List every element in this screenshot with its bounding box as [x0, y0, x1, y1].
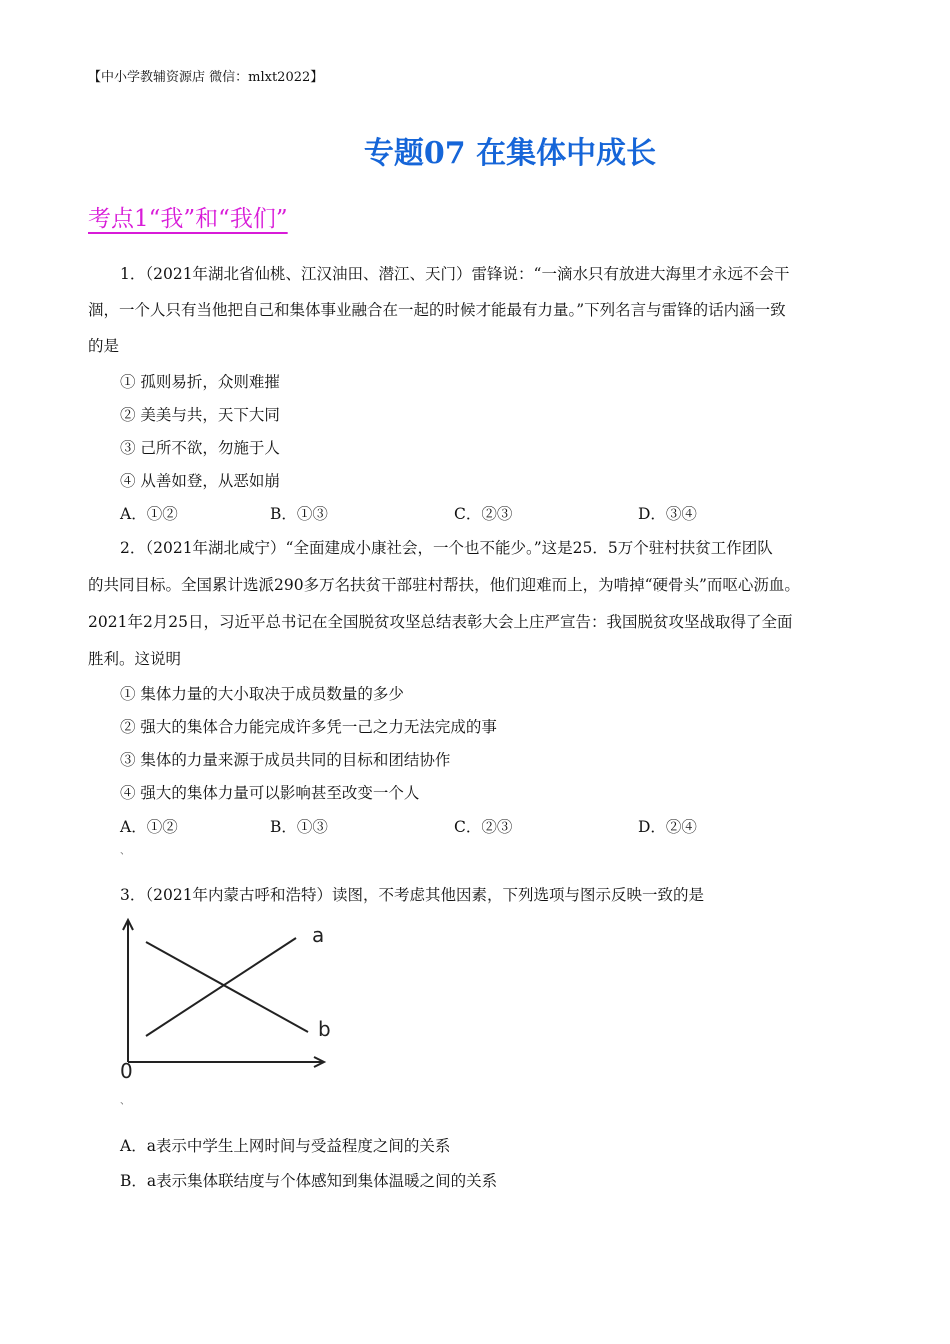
line-graph — [112, 912, 342, 1082]
q2-option: ③ 集体的力量来源于成员共同的目标和团结协作 — [120, 751, 451, 769]
choice-c[interactable]: C．②③ — [454, 505, 513, 523]
q3-line: 3．（2021年内蒙古呼和浩特）读图，不考虑其他因素，下列选项与图示反映一致的是 — [120, 886, 705, 904]
line-b — [146, 942, 308, 1032]
q1-option: ④ 从善如登，从恶如崩 — [120, 472, 280, 490]
header-note: 【中小学教辅资源店 微信：mlxt2022】 — [88, 70, 324, 85]
q3-answer: B．a表示集体联结度与个体感知到集体温暖之间的关系 — [120, 1172, 498, 1190]
choice-d[interactable]: D．②④ — [638, 818, 697, 836]
q2-line: 2021年2月25日，习近平总书记在全国脱贫攻坚总结表彰大会上庄严宣告：我国脱贫攻坚战取得了全面 — [88, 613, 793, 631]
q2-line: 2．（2021年湖北咸宁）“全面建成小康社会，一个也不能少。”这是25．5万个驻村扶贫工作团队 — [120, 539, 773, 557]
q1-option: ③ 己所不欲，勿施于人 — [120, 439, 280, 457]
q2-line: 的共同目标。全国累计选派290多万名扶贫干部驻村帮扶，他们迎难而上，为啃掉“硬骨头”而呕心沥血。 — [88, 576, 800, 594]
choice-b[interactable]: B．①③ — [270, 505, 328, 523]
choice-b[interactable]: B．①③ — [270, 818, 328, 836]
line-a — [146, 938, 296, 1036]
paragraph-mark: 、 — [120, 846, 130, 857]
section-heading: 考点1“我”和“我们” — [88, 206, 288, 232]
origin-label: 0 — [120, 1059, 133, 1082]
choice-a[interactable]: A．①② — [120, 818, 178, 836]
q1-line: 涸，一个人只有当他把自己和集体事业融合在一起的时候才能最有力量。”下列名言与雷锋的话内涵一致 — [88, 301, 786, 319]
choice-a[interactable]: A．①② — [120, 505, 178, 523]
label-a: a — [312, 923, 325, 947]
q3-answer: A．a表示中学生上网时间与受益程度之间的关系 — [120, 1137, 451, 1155]
q1-line: 的是 — [88, 337, 120, 355]
label-b: b — [318, 1017, 331, 1041]
q1-option: ② 美美与共，天下大同 — [120, 406, 280, 424]
choice-d[interactable]: D．③④ — [638, 505, 697, 523]
q1-line: 1．（2021年湖北省仙桃、江汉油田、潜江、天门）雷锋说：“一滴水只有放进大海里才永远不会干 — [120, 265, 790, 283]
q1-option: ① 孤则易折，众则难摧 — [120, 373, 280, 391]
choice-c[interactable]: C．②③ — [454, 818, 513, 836]
q2-option: ④ 强大的集体力量可以影响甚至改变一个人 — [120, 784, 420, 802]
q2-option: ① 集体力量的大小取决于成员数量的多少 — [120, 685, 404, 703]
paragraph-mark: 、 — [120, 1096, 130, 1107]
q2-line: 胜利。这说明 — [88, 650, 182, 668]
page-title: 专题07 在集体中成长 — [363, 136, 657, 171]
q2-option: ② 强大的集体合力能完成许多凭一己之力无法完成的事 — [120, 718, 497, 736]
